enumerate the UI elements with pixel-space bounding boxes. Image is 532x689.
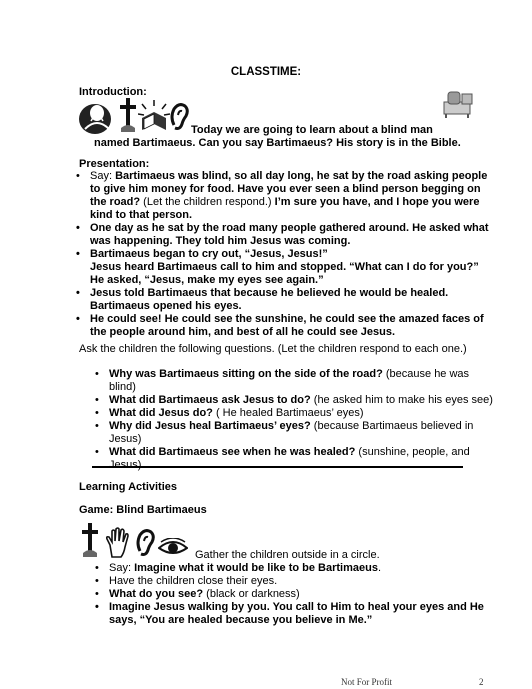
question-item [93, 368, 493, 394]
answer-text: (he asked him to make his eyes see) [310, 394, 493, 406]
answer-text: (because Bartimaeus believed in Jesus) [109, 420, 474, 445]
intro-line-1: Today we are going to learn about a blind man [191, 124, 433, 136]
questions-intro: Ask the children the following questions. (Let the children respond to each one.) [79, 343, 467, 355]
story-text: I’m sure you have, and I hope you were kind to that person. [90, 196, 480, 221]
question-item [93, 407, 493, 420]
question-text: What did Jesus do? [109, 407, 213, 419]
answer-text: (black or darkness) [203, 588, 300, 600]
story-text: Bartimaeus was blind, so all day long, he sat by the road asking people to give him money for food. Have you ever seen a blind person begging on the road? [90, 170, 488, 208]
teacher-icon [442, 88, 476, 118]
question-text: What do you see? [109, 588, 204, 600]
footer-text: Not For Profit [341, 677, 393, 687]
answer-text: ( He healed Bartimaeus’ eyes) [212, 407, 364, 419]
instruction-text: (Let the children respond.) [140, 196, 275, 208]
answer-text: (sunshine, people, and Jesus) [109, 446, 470, 471]
hand-icon [104, 527, 132, 559]
prayer-icon [77, 99, 117, 135]
list-item: • He could see! He could see the sunshine, he could see the amazed faces of the people around him, and best of all he could see Jesus. [74, 313, 489, 339]
story-line: Jesus heard Bartimaeus call to him and stopped. “What can I do for you?” [90, 261, 479, 273]
story-line: • Bartimaeus began to cry out, “Jesus, Jesus!” [90, 248, 328, 260]
list-item [74, 170, 489, 222]
list-item: • Jesus told Bartimaeus that because he believed he would be healed. Bartimaeus opened his eyes. [74, 287, 489, 313]
list-item: • Have the children close their eyes. [93, 575, 493, 588]
game-heading: Game: Blind Bartimaeus [79, 504, 207, 516]
question-text: Why did Jesus heal Bartimaeus’ eyes? [109, 420, 311, 432]
question-text: What did Bartimaeus ask Jesus to do? [109, 394, 311, 406]
list-item: • Imagine Jesus walking by you. You call to Him to heal your eyes and He says, “You are healed because you believe in Me.” [93, 601, 493, 627]
list-item [93, 562, 493, 575]
say-text: Imagine what it would be like to be Bartimaeus [134, 562, 378, 574]
page-title: CLASSTIME: [230, 66, 302, 78]
question-text: What did Bartimaeus see when he was healed? [109, 446, 356, 458]
presentation-list [74, 170, 489, 339]
list-item: • One day as he sat by the road many people gathered around. He asked what was happening. They told him Jesus was coming. [74, 222, 489, 248]
learning-heading: Learning Activities [79, 481, 178, 493]
eye-icon [158, 538, 188, 558]
section-divider [92, 466, 463, 468]
question-item [93, 420, 493, 446]
say-label: Say: [90, 170, 116, 182]
list-item [74, 248, 489, 287]
intro-line-2: named Bartimaeus. Can you say Bartimaeus? His story is in the Bible. [94, 137, 461, 149]
game-list [93, 562, 493, 627]
cross-icon [80, 521, 100, 559]
question-text: Why was Bartimaeus sitting on the side of the road? [109, 368, 383, 380]
cross-icon [118, 96, 138, 134]
questions-list [93, 368, 493, 472]
introduction-heading: Introduction: [79, 86, 147, 98]
say-label: Say: [109, 562, 135, 574]
question-item [93, 446, 493, 472]
ear-icon [168, 101, 190, 131]
bible-icon [138, 100, 170, 134]
page-number: 2 [479, 677, 484, 687]
list-item [93, 588, 493, 601]
punctuation: . [377, 562, 382, 574]
question-item [93, 394, 493, 407]
story-line: He asked, “Jesus, make my eyes see again.” [90, 274, 324, 286]
ear-icon [134, 527, 156, 557]
answer-text: (because he was blind) [109, 368, 470, 393]
presentation-heading: Presentation: [79, 158, 150, 170]
gather-text: Gather the children outside in a circle. [195, 549, 380, 561]
